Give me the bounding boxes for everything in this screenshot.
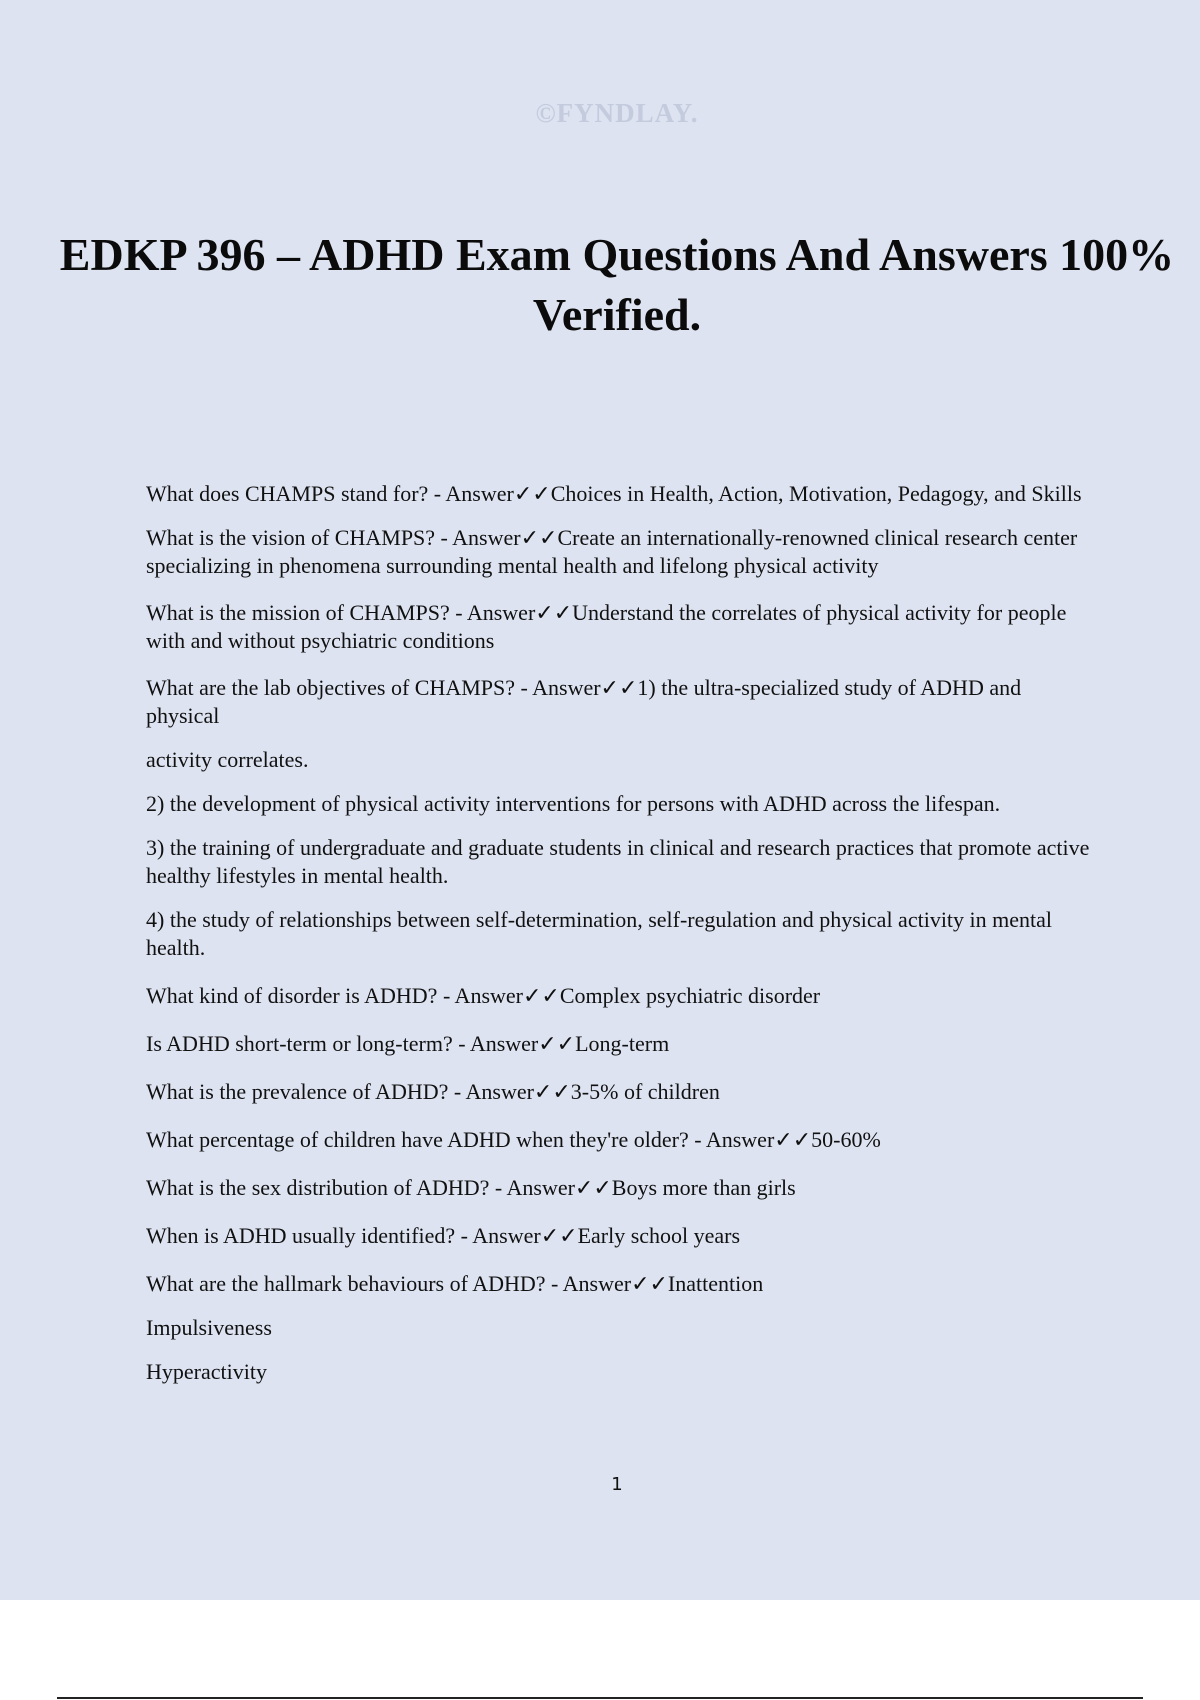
qa-paragraph: Impulsiveness <box>146 1315 272 1340</box>
qa-paragraph: What are the hallmark behaviours of ADHD? - Answer✓✓Inattention <box>146 1271 764 1296</box>
qa-paragraph: 4) the study of relationships between self-determination, self-regulation and physical activity in mental health. <box>146 907 1053 960</box>
qa-paragraph: What kind of disorder is ADHD? - Answer✓✓Complex psychiatric disorder <box>146 983 821 1008</box>
qa-paragraph: 2) the development of physical activity interventions for persons with ADHD across the lifespan. <box>146 791 1001 816</box>
qa-paragraph: What is the prevalence of ADHD? - Answer✓✓3-5% of children <box>146 1079 720 1104</box>
qa-paragraph: activity correlates. <box>146 747 309 772</box>
document-body <box>146 480 1096 1386</box>
qa-paragraph: Is ADHD short-term or long-term? - Answer✓✓Long-term <box>146 1031 670 1056</box>
footer-divider <box>57 1697 1143 1699</box>
qa-paragraph: What does CHAMPS stand for? - Answer✓✓Choices in Health, Action, Motivation, Pedagogy, and Skills <box>146 481 1082 506</box>
watermark: ©FYNDLAY. <box>535 98 699 128</box>
page-number: 1 <box>611 1474 623 1495</box>
qa-paragraph: Hyperactivity <box>146 1359 267 1384</box>
qa-paragraph: What is the mission of CHAMPS? - Answer✓✓Understand the correlates of physical activity for people with and without psychiatric conditions <box>146 600 1067 653</box>
qa-paragraph: What is the sex distribution of ADHD? - Answer✓✓Boys more than girls <box>146 1175 796 1200</box>
document-title: EDKP 396 – ADHD Exam Questions And Answers 100% Verified. <box>59 229 1175 340</box>
qa-paragraph: What are the lab objectives of CHAMPS? - Answer✓✓1) the ultra-specialized study of ADHD and physical <box>146 675 1022 728</box>
qa-paragraph: What percentage of children have ADHD when they're older? - Answer✓✓50-60% <box>146 1127 881 1152</box>
qa-paragraph: What is the vision of CHAMPS? - Answer✓✓Create an internationally-renowned clinical research center specializing in phenomena surrounding mental health and lifelong physical activity <box>146 525 1078 578</box>
qa-paragraph: When is ADHD usually identified? - Answer✓✓Early school years <box>146 1223 741 1248</box>
qa-paragraph: 3) the training of undergraduate and graduate students in clinical and research practices that promote active healthy lifestyles in mental health. <box>146 835 1090 888</box>
